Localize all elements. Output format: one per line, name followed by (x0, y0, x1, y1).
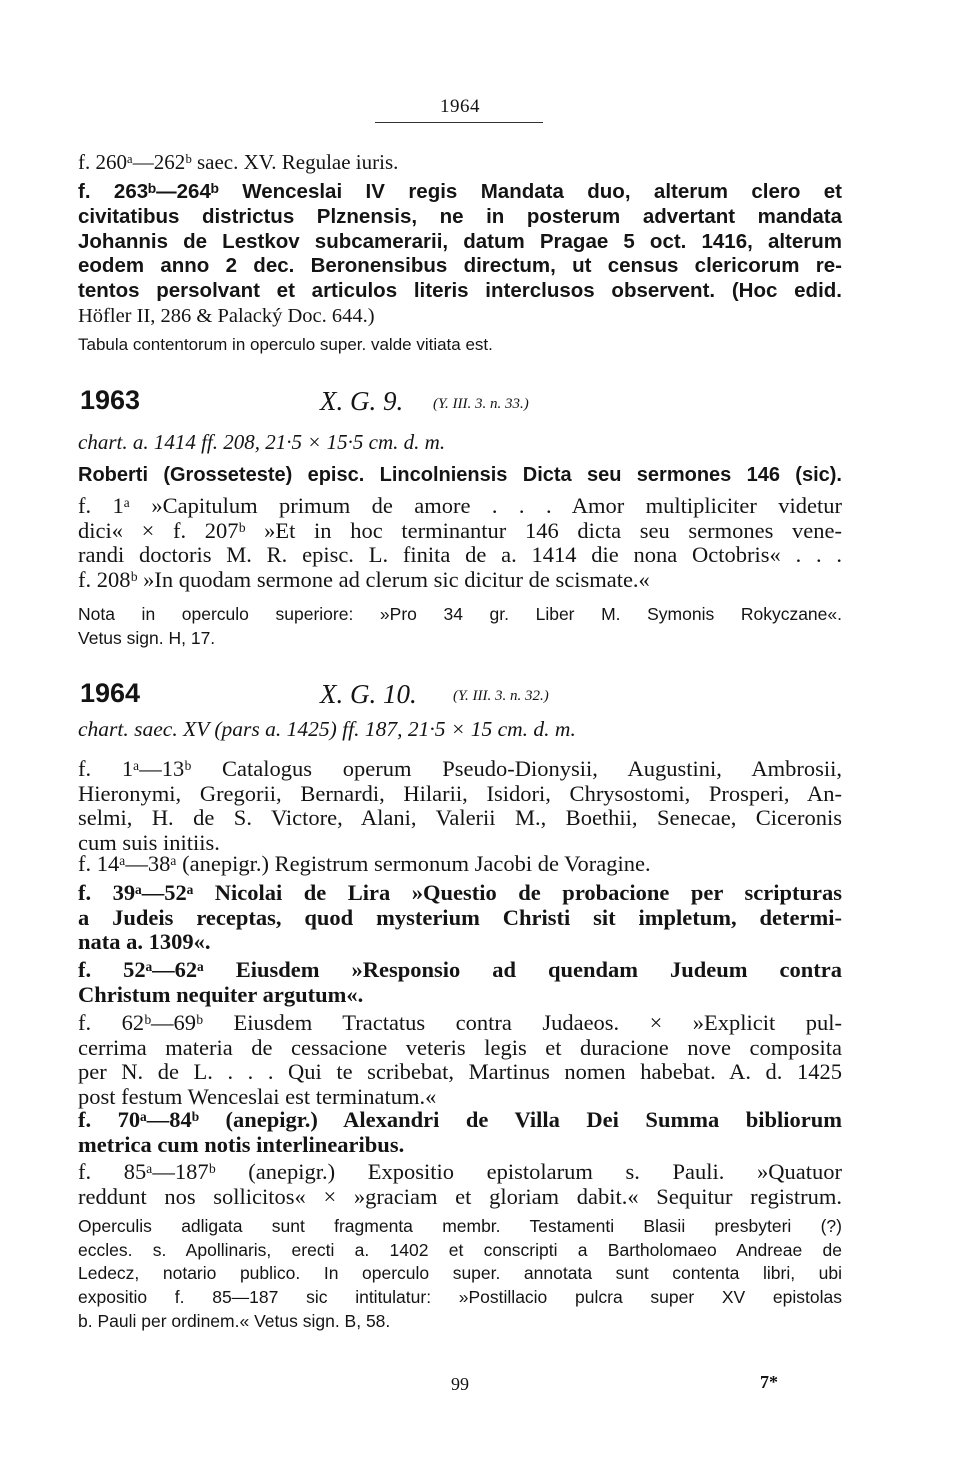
entry-1964-heading (78, 678, 842, 718)
entry-1964-item: f. 39ᵃ—52ᵃ Nicolai de Lira »Questio de probacione per scripturas a Judeis receptas, quod mysterium Christi sit impletum, determi- nata a. 1309«. (78, 880, 842, 955)
entry-1963-heading (78, 385, 842, 425)
entry-1964-item: f. 85ᵃ—187ᵇ (anepigr.) Expositio epistolarum s. Pauli. »Quatuor reddunt nos sollicitos« × »graciam et gloriam dabit.« Sequitur registrum. (78, 1159, 842, 1209)
entry-1964-item: f. 62ᵇ—69ᵇ Eiusdem Tractatus contra Judaeos. × »Explicit pul- cerrima materia de cessacione veteris legis et duracione nove composita per N. de L. . . . Qui te scribebat, Martinus nomen habebat. A. d. 1425 post festum Wenceslai est terminatum.« (78, 1010, 842, 1109)
page-number: 99 (451, 1374, 469, 1394)
entry-1964-description: chart. saec. XV (pars a. 1425) ff. 187, 21·5 × 15 cm. d. m. (78, 717, 576, 741)
header-rule (375, 122, 543, 123)
old-shelfmark: (Y. III. 3. n. 32.) (453, 688, 549, 704)
signature-mark: 7* (760, 1372, 778, 1392)
entry-1964-item: f. 14ᵃ—38ᵃ (anepigr.) Registrum sermonum Jacobi de Voragine. (78, 851, 651, 876)
prev-entry-item: f. 263ᵇ—264ᵇ Wenceslai IV regis Mandata duo, alterum clero et civitatibus districtus Plznensis, ne in posterum advertant mandata Johannis de Lestkov subcamerarii, datum Pragae 5 oct. 1416, alterum eodem anno 2 dec. Beronensibus directum, ut census clericorum re- tentos persolvant et articulos literis interclusos observent. (Hoc edid. Höfler II, 286 & Palacký Doc. 644.) (78, 180, 842, 327)
old-shelfmark: (Y. III. 3. n. 33.) (433, 396, 529, 412)
entry-1964-item: f. 1ᵃ—13ᵇ Catalogus operum Pseudo-Dionysii, Augustini, Ambrosii, Hieronymi, Gregorii, Bernardi, Hilarii, Isidori, Chrysostomi, Prosperi, An- selmi, H. de S. Victore, Alani, Valerii M., Boethii, Senecae, Ciceronis cum suis initiis. (78, 756, 842, 855)
prev-entry-first-line: f. 260ᵃ—262ᵇ saec. XV. Regulae iuris. (78, 150, 399, 174)
entry-1964-item: f. 70ᵃ—84ᵇ (anepigr.) Alexandri de Villa Dei Summa bibliorum metrica cum notis interlinearibus. (78, 1107, 842, 1157)
entry-number: 1963 (80, 385, 141, 415)
entry-1963-note: Nota in operculo superiore: »Pro 34 gr. Liber M. Symonis Rokyczane«. Vetus sign. H, 17. (78, 604, 842, 648)
entry-number: 1964 (80, 678, 141, 708)
running-header: 1964 (440, 96, 480, 117)
shelfmark: X. G. 9. (320, 386, 404, 416)
entry-1964-note: Operculis adligata sunt fragmenta membr. Testamenti Blasii presbyteri (?) eccles. s. Apollinaris, erecti a. 1402 et conscripti a Bartholomaeo Andreae de Ledecz, notario publico. In operculo super. annotata sunt contenta libri, ubi expositio f. 85—187 sic intitulatur: »Postillacio pulcra super XV epistolas b. Pauli per ordinem.« Vetus sign. B, 58. (78, 1216, 842, 1331)
entry-1963-item: f. 1ᵃ »Capitulum primum de amore . . . Amor multipliciter videtur dici« × f. 207ᵇ »Et in hoc terminantur 146 dicta seu sermones vene- randi doctoris M. R. episc. L. finita de a. 1414 die nona Octobris« . . . f. 208ᵇ »In quodam sermone ad clerum sic dicitur de scismate.« (78, 493, 842, 592)
shelfmark: X. G. 10. (320, 679, 417, 709)
prev-entry-note: Tabula contentorum in operculo super. valde vitiata est. (78, 335, 493, 354)
entry-1964-item: f. 52ᵃ—62ᵃ Eiusdem »Responsio ad quendam Judeum contra Christum nequiter argutum«. (78, 957, 842, 1007)
entry-1963-author-title: Roberti (Grosseteste) episc. Lincolniensis Dicta seu sermones 146 (sic). (78, 464, 842, 486)
entry-1963-description: chart. a. 1414 ff. 208, 21·5 × 15·5 cm. d. m. (78, 430, 446, 454)
